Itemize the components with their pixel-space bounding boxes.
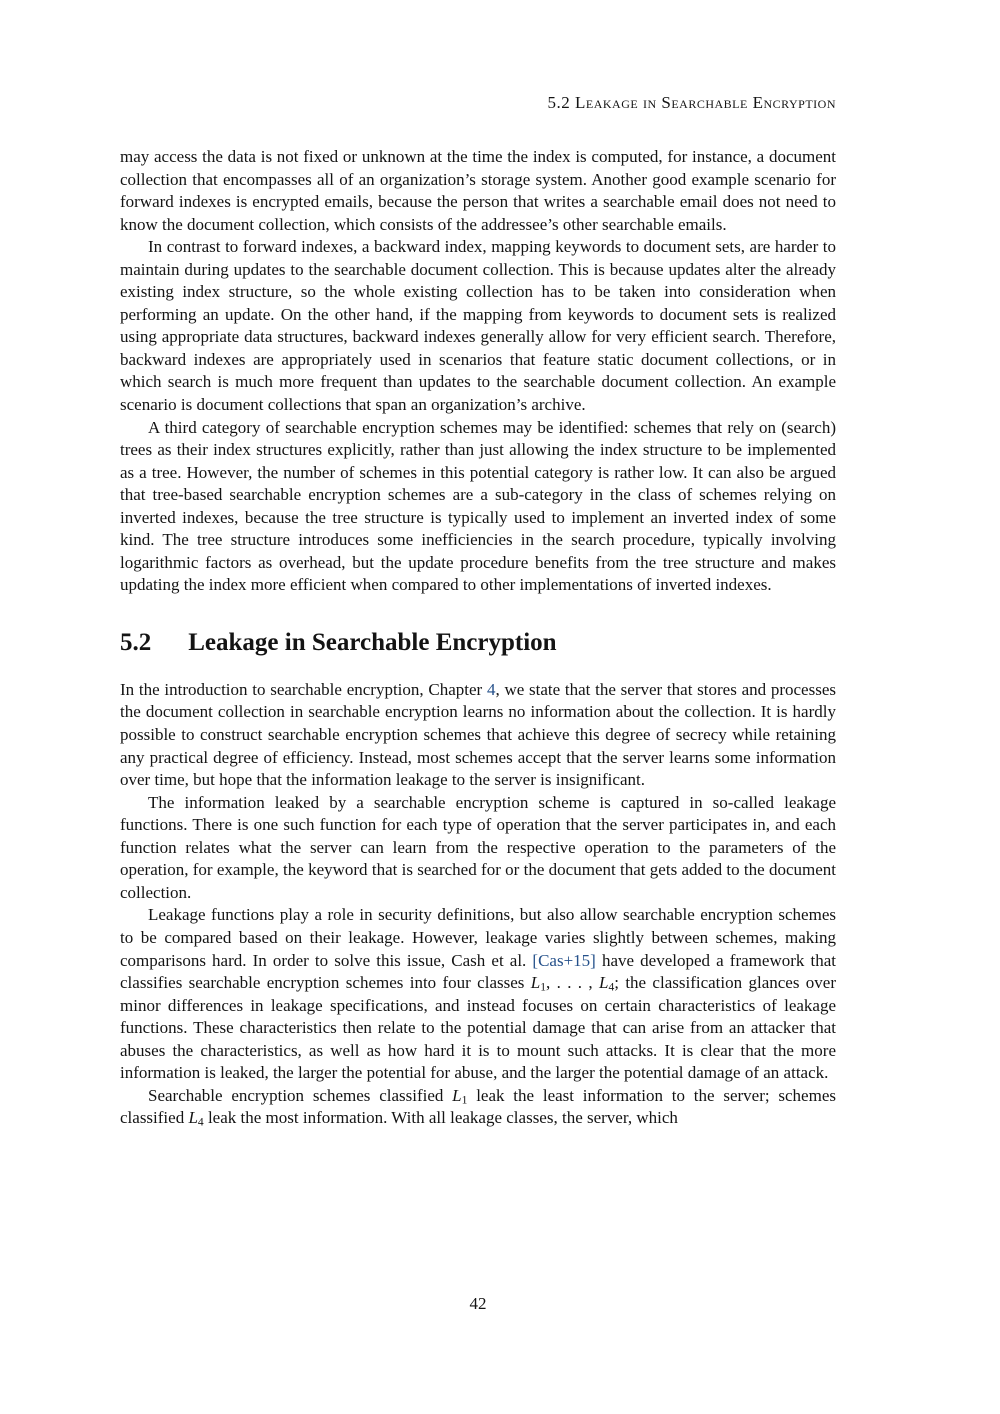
text-run: , . . . ,: [546, 973, 599, 993]
intro-paragraphs: [120, 146, 836, 597]
text-run: L: [188, 1108, 198, 1128]
text-run: L: [599, 973, 609, 993]
citation-cas15-link[interactable]: [Cas+15]: [532, 950, 596, 970]
text-run: , we state that the server that stores and processes the document collection in searchable encryption learns no information about the collection. It is hardly possible to construct searchable encryption schemes that achieve this degree of secrecy while retaining any practical degree of efficiency. Instead, most schemes accept that the server learns some information over time, but hope that the information leakage to the server is insignificant.: [120, 679, 836, 790]
paragraph: [120, 417, 836, 597]
text-run: leak the least information to the server; schemes classified: [120, 1085, 836, 1128]
section-title: Leakage in Searchable Encryption: [188, 628, 557, 656]
text-run: 1: [540, 980, 546, 994]
chapter-4-link[interactable]: 4: [486, 679, 496, 699]
text-run: L: [530, 973, 541, 993]
section-heading: [120, 628, 836, 658]
section-paragraphs: [120, 679, 836, 1130]
text-run: Leakage functions play a role in security definitions, but also allow searchable encryption schemes to be compared based on their leakage. However, leakage varies slightly between schemes, making comparisons hard. In order to solve this issue, Cash et al.: [120, 905, 836, 970]
text-run: ; the classification glances over minor differences in leakage specifications, and instead focuses on certain characteristics of leakage functions. These characteristics then relate to the potential damage that can arise from an attacker that abuses the characteristics, as well as how hard it is to mount such attacks. It is clear that the more information is leaked, the larger the potential for abuse, and the larger the potential damage of an attack.: [120, 973, 837, 1083]
text-run: A third category of searchable encryption schemes may be identified: schemes that rely on (search) trees as their index structures explicitly, rather than just allowing the index structure to be implemented as a tree. However, the number of schemes in this potential category is rather low. It can also be argued that tree-based searchable encryption schemes are a sub-category in the class of schemes relying on inverted indexes, because the tree structure is typically used to implement an inverted index of some kind. The tree structure introduces some inefficiencies in the search procedure, typically involving logarithmic factors as overhead, but the update procedure benefits from the tree structure and makes updating the index more efficient when compared to other implementations of inverted indexes.: [120, 417, 836, 595]
paragraph: [120, 679, 836, 792]
text-run: leak the most information. With all leakage classes, the server, which: [203, 1108, 678, 1128]
paragraph: [120, 792, 836, 905]
text-run: have developed a framework that classifies searchable encryption schemes into four classes: [120, 950, 836, 993]
text-run: 1: [461, 1093, 468, 1107]
section-number: 5.2: [120, 628, 152, 656]
page-number: 42: [469, 1294, 487, 1313]
text-run: 4: [608, 980, 615, 994]
document-page: [120, 93, 836, 1130]
text-run: Searchable encryption schemes classified: [148, 1085, 453, 1105]
text-run: may access the data is not fixed or unknown at the time the index is computed, for instance, a document collection that encompasses all of an organization’s storage system. Another good example scenario for forward indexes is encrypted emails, because the person that writes a searchable email does not need to know the document collection, which consists of the addressee’s other searchable emails.: [120, 147, 836, 234]
paragraph: [120, 146, 836, 236]
text-run: In contrast to forward indexes, a backward index, mapping keywords to document sets, are harder to maintain during updates to the searchable document collection. This is because updates alter the already existing index structure, so the whole existing collection has to be taken into consideration when performing an update. On the other hand, if the mapping from keywords to document sets is realized using appropriate data structures, backward indexes generally allow for very efficient search. Therefore, backward indexes are appropriately used in scenarios that feature static document collections, or in which search is much more frequent than updates to the searchable document collection. An example scenario is document collections that span an organization’s archive.: [120, 237, 836, 415]
paragraph: [120, 236, 836, 416]
text-run: The information leaked by a searchable encryption scheme is captured in so-called leakage functions. There is one such function for each type of operation that the server participates in, and each function relates what the server can learn from the respective operation to the parameters of the operation, for example, the keyword that is searched for or the document that gets added to the document collection.: [120, 792, 836, 902]
running-header: 5.2 Leakage in Searchable Encryption: [547, 93, 836, 112]
paragraph: [120, 904, 836, 1084]
text-run: 4: [197, 1115, 204, 1129]
text-run: L: [452, 1085, 462, 1105]
paragraph: [120, 1085, 836, 1130]
text-run: In the introduction to searchable encryption, Chapter: [120, 679, 487, 699]
